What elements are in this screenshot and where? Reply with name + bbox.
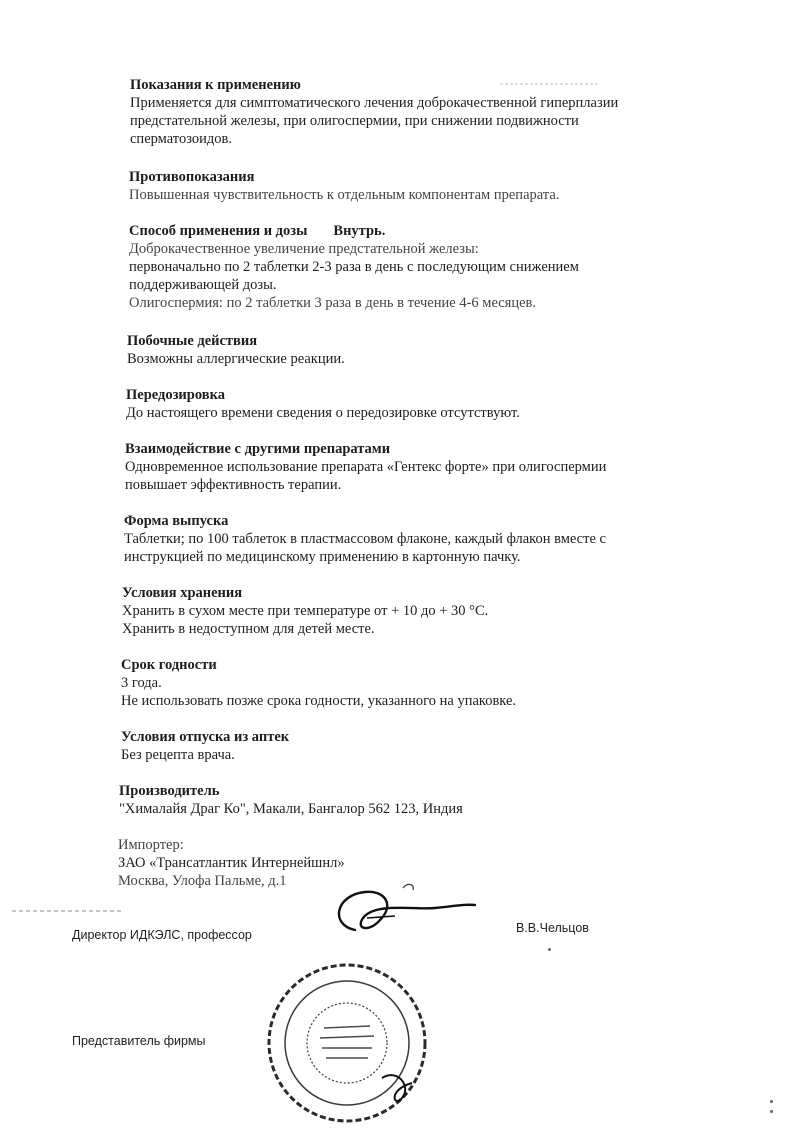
section-contraindications (129, 168, 559, 204)
section-shelf-life (121, 656, 516, 710)
section-line: "Хималайя Драг Ко", Макали, Бангалор 562 123, Индия (119, 801, 463, 817)
scan-speck (770, 1100, 773, 1103)
section-dispensing (121, 728, 289, 764)
heading-note: Внутрь. (333, 223, 386, 239)
section-heading: Противопоказания (129, 169, 255, 185)
section-heading: Производитель (119, 783, 220, 799)
section-heading: Взаимодействие с другими препаратами (125, 441, 391, 457)
importer-name: ЗАО «Трансатлантик Интернейшнл» (118, 855, 345, 871)
section-heading: Форма выпуска (124, 513, 229, 529)
director-label: Директор ИДКЭЛС, профессор (72, 928, 252, 942)
section-line: Одновременное использование препарата «Гентекс форте» при олигоспермии (125, 459, 607, 475)
section-line: Повышенная чувствительность к отдельным компонентам препарата. (129, 187, 560, 203)
section-line: Без рецепта врача. (121, 747, 235, 763)
section-heading: Передозировка (126, 387, 225, 403)
section-line: Таблетки; по 100 таблеток в пластмассовом флаконе, каждый флакон вместе с (124, 531, 606, 547)
section-heading: Условия хранения (122, 585, 243, 601)
section-dosage (129, 222, 579, 312)
section-release-form (124, 512, 606, 566)
scan-noise (500, 78, 610, 92)
section-heading-row (129, 222, 579, 240)
section-line: 3 года. (121, 675, 162, 691)
section-line: повышает эффективность терапии. (125, 477, 342, 493)
scan-noise (12, 908, 132, 914)
section-line: Хранить в сухом месте при температуре от + 10 до + 30 °С. (122, 603, 489, 619)
section-interactions (125, 440, 606, 494)
section-line: До настоящего времени сведения о передозировке отсутствуют. (126, 405, 520, 421)
section-line: сперматозоидов. (130, 131, 232, 147)
importer-block (118, 836, 345, 890)
director-signature (325, 880, 485, 940)
section-line: Возможны аллергические реакции. (127, 351, 345, 367)
scan-speck (770, 1110, 773, 1113)
importer-address: Москва, Улофа Пальме, д.1 (118, 873, 287, 889)
section-storage (122, 584, 488, 638)
section-heading: Условия отпуска из аптек (121, 729, 290, 745)
section-heading: Срок годности (121, 657, 217, 673)
section-line: поддерживающей дозы. (129, 277, 277, 293)
section-line: предстательной железы, при олигоспермии, при снижении подвижности (130, 113, 579, 129)
section-line: Олигоспермия: по 2 таблетки 3 раза в день в течение 4-6 месяцев. (129, 295, 537, 311)
section-line: инструкцией по медицинскому применению в картонную пачку. (124, 549, 521, 565)
section-line: Хранить в недоступном для детей месте. (122, 621, 375, 637)
section-line: Применяется для симптоматического лечения доброкачественной гиперплазии (130, 95, 619, 111)
importer-label: Импортер: (118, 837, 184, 853)
section-side-effects (127, 332, 345, 368)
section-manufacturer (119, 782, 463, 818)
section-heading: Способ применения и дозы (129, 223, 308, 239)
section-heading: Побочные действия (127, 333, 258, 349)
section-line: первоначально по 2 таблетки 2-3 раза в день с последующим снижением (129, 259, 579, 275)
section-overdose (126, 386, 520, 422)
section-line: Не использовать позже срока годности, указанного на упаковке. (121, 693, 517, 709)
scan-speck (548, 948, 551, 951)
director-name: В.В.Чельцов (516, 921, 589, 935)
section-line: Доброкачественное увеличение предстательной железы: (129, 241, 479, 257)
representative-label: Представитель фирмы (72, 1034, 206, 1048)
company-seal (262, 958, 432, 1128)
section-heading: Показания к применению (130, 77, 301, 93)
